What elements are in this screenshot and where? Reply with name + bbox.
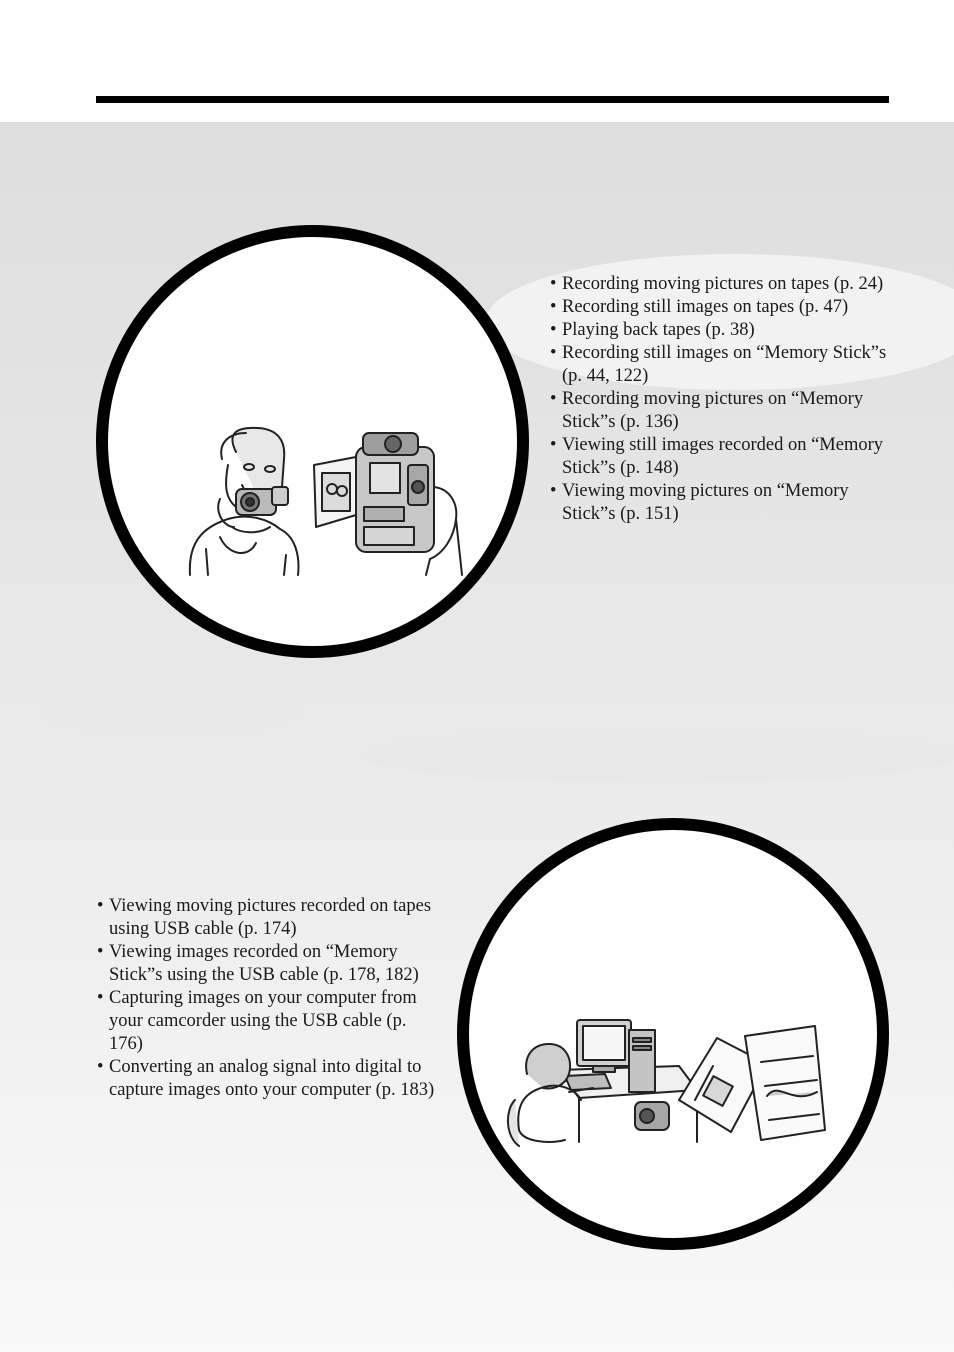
person-at-computer-illustration-icon xyxy=(469,830,877,1238)
cloud-shape xyxy=(360,727,954,783)
list-item: • Recording still images on “Memory Stick”s (p. 44, 122) xyxy=(550,342,895,388)
list-item: • Capturing images on your computer from your camcorder using the USB cable (p. 176) xyxy=(97,987,442,1056)
list-item: • Playing back tapes (p. 38) xyxy=(550,319,895,342)
bottom-feature-list xyxy=(97,895,442,1102)
list-item: • Viewing images recorded on “Memory Stick”s using the USB cable (p. 178, 182) xyxy=(97,941,442,987)
list-item: • Viewing moving pictures recorded on tapes using USB cable (p. 174) xyxy=(97,895,442,941)
camcorder-illustration-circle xyxy=(96,225,529,658)
list-item: • Viewing moving pictures on “Memory Stick”s (p. 151) xyxy=(550,480,895,526)
person-with-camcorder-illustration-icon xyxy=(108,237,517,646)
computer-illustration-circle xyxy=(457,818,889,1250)
list-item: • Recording moving pictures on tapes (p. 24) xyxy=(550,273,895,296)
top-feature-list xyxy=(550,273,895,526)
list-item: • Recording still images on tapes (p. 47) xyxy=(550,296,895,319)
list-item: • Recording moving pictures on “Memory Stick”s (p. 136) xyxy=(550,388,895,434)
cloud-shape xyxy=(40,688,300,736)
list-item: • Converting an analog signal into digital to capture images onto your computer (p. 183) xyxy=(97,1056,442,1102)
list-item: • Viewing still images recorded on “Memory Stick”s (p. 148) xyxy=(550,434,895,480)
